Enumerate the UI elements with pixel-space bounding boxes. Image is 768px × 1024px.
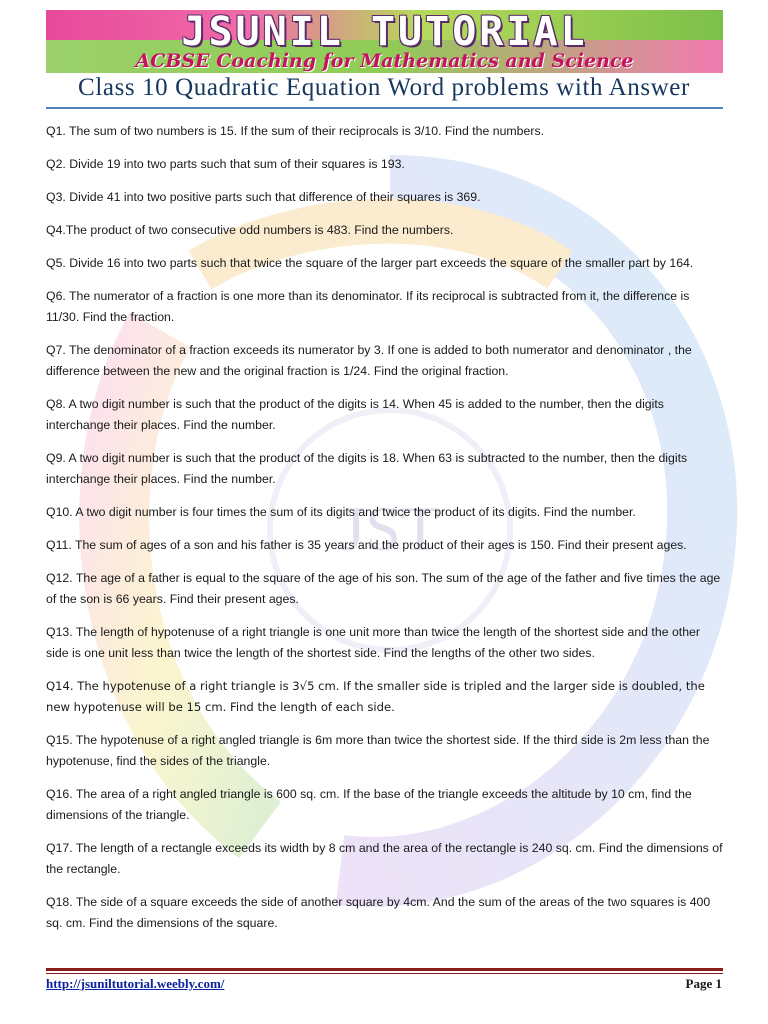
- watermark-text: JST: [340, 493, 440, 564]
- question-item: Q10. A two digit number is four times the sum of its digits and twice the product of its digits. Find the number.: [46, 505, 636, 519]
- question-item: Q4.The product of two consecutive odd numbers is 483. Find the numbers.: [46, 223, 454, 237]
- question-item: Q8. A two digit number is such that the product of the digits is 14. When 45 is added to the number, then the digits interchange their places. Find the number.: [46, 397, 664, 432]
- question-item: Q5. Divide 16 into two parts such that twice the square of the larger part exceeds the square of the smaller part by 164.: [46, 256, 694, 270]
- title-divider: [46, 107, 723, 109]
- question-item: Q17. The length of a rectangle exceeds its width by 8 cm and the area of the rectangle is 240 sq. cm. Find the dimensions of the rectangle.: [46, 841, 723, 876]
- question-item: Q13. The length of hypotenuse of a right triangle is one unit more than twice the length of the shortest side and the other side is one unit less than twice the length of the shortest side. Find the lengths of the other two sides.: [46, 625, 700, 660]
- website-link[interactable]: http://jsuniltutorial.weebly.com/: [46, 976, 225, 991]
- brand-tagline: ACBSE Coaching for Mathematics and Science: [135, 50, 634, 72]
- question-item: Q11. The sum of ages of a son and his father is 35 years and the product of their ages is 150. Find their present ages.: [46, 538, 687, 552]
- question-item: Q2. Divide 19 into two parts such that sum of their squares is 193.: [46, 157, 405, 171]
- question-item: Q16. The area of a right angled triangle is 600 sq. cm. If the base of the triangle exceeds the altitude by 10 cm, find the dimensions of the triangle.: [46, 787, 692, 822]
- question-item: Q12. The age of a father is equal to the square of the age of his son. The sum of the age of the father and five times the age of the son is 66 years. Find their present ages.: [46, 571, 721, 606]
- page-number: Page 1: [685, 976, 722, 991]
- page-title: Class 10 Quadratic Equation Word problems with Answer: [78, 74, 690, 101]
- question-item: Q9. A two digit number is such that the product of the digits is 18. When 63 is subtracted to the number, then the digits interchange their places. Find the number.: [46, 451, 688, 486]
- footer-divider: [46, 968, 723, 971]
- question-item: Q15. The hypotenuse of a right angled triangle is 6m more than twice the shortest side. If the third side is 2m less than the hypotenuse, find the sides of the triangle.: [46, 733, 710, 768]
- brand-title: JSUNIL TUTORIAL: [181, 10, 588, 55]
- question-item: Q3. Divide 41 into two positive parts such that difference of their squares is 369.: [46, 190, 481, 204]
- question-item: Q14. The hypotenuse of a right triangle is 3√5 cm. If the smaller side is tripled and the larger side is doubled, the new hypotenuse will be 15 cm. Find the length of each side.: [46, 679, 705, 714]
- question-item: Q7. The denominator of a fraction exceeds its numerator by 3. If one is added to both numerator and denominator , the difference between the new and the original fraction is 1/24. Find the original fraction.: [46, 343, 692, 378]
- question-item: Q6. The numerator of a fraction is one more than its denominator. If its reciprocal is subtracted from it, the difference is 11/30. Find the fraction.: [46, 289, 690, 324]
- header-banner: [46, 10, 723, 73]
- question-list: [46, 121, 724, 946]
- question-item: Q1. The sum of two numbers is 15. If the sum of their reciprocals is 3/10. Find the numbers.: [46, 124, 545, 138]
- footer-divider-thin: [46, 973, 723, 974]
- question-item: Q18. The side of a square exceeds the side of another square by 4cm. And the sum of the areas of the two squares is 400 sq. cm. Find the dimensions of the square.: [46, 895, 711, 930]
